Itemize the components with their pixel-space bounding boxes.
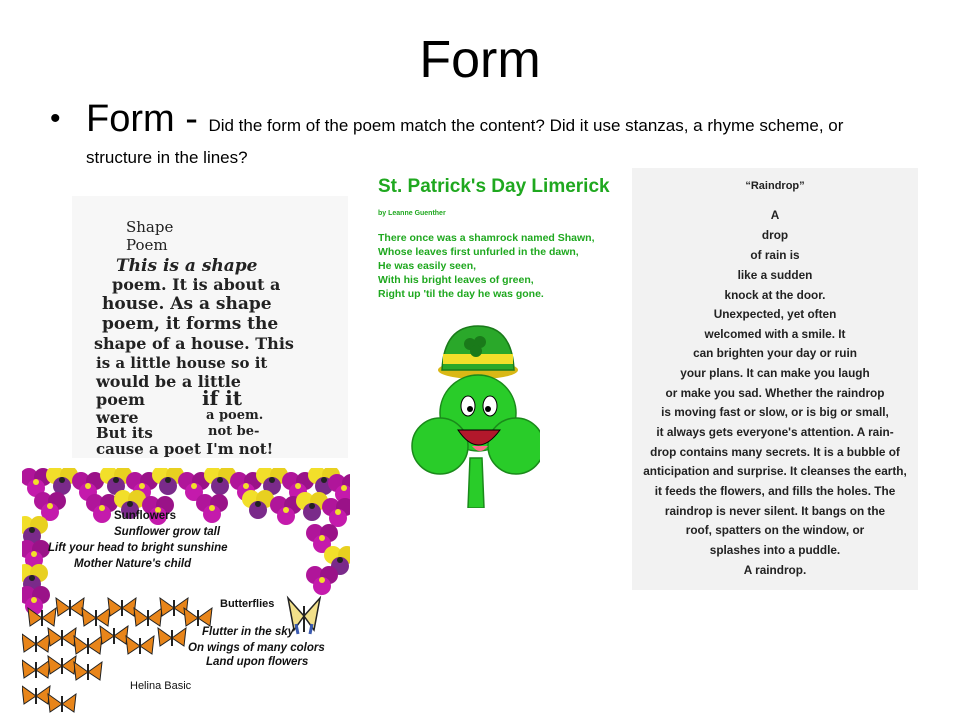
shape-poem-line: poem. It is about a: [112, 275, 281, 294]
slide-title: Form: [419, 31, 541, 89]
butterflies-line: Flutter in the sky: [202, 626, 295, 638]
bullet-text: [86, 98, 843, 141]
shamrock-icon: [410, 318, 540, 508]
bullet-term: Form -: [86, 98, 209, 140]
shape-poem-image: [72, 196, 348, 458]
shape-poem-line: Poem: [126, 236, 168, 254]
haiku-flowers-image: [22, 468, 350, 720]
raindrop-line: your plans. It can make you laugh: [680, 366, 870, 380]
shape-poem-line: a poem.: [206, 408, 264, 423]
bullet-icon: •: [50, 102, 61, 135]
raindrop-line: it always gets everyone's attention. A rain-: [656, 425, 894, 439]
limerick-image: [370, 168, 618, 498]
raindrop-poem-image: [632, 168, 918, 590]
raindrop-line: Unexpected, yet often: [713, 307, 837, 321]
limerick-author: by Leanne Guenther: [378, 210, 446, 217]
sunflowers-line: Mother Nature's child: [74, 558, 192, 570]
raindrop-line: A raindrop.: [743, 563, 807, 577]
bullet-question-1: Did the form of the poem match the content? Did it use stanzas, a rhyme scheme, or: [208, 116, 844, 135]
raindrop-line: or make you sad. Whether the raindrop: [665, 386, 885, 400]
raindrop-title: “Raindrop”: [745, 180, 805, 192]
raindrop-line: knock at the door.: [724, 288, 826, 302]
raindrop-line: drop: [761, 228, 789, 242]
raindrop-line: of rain is: [750, 248, 800, 262]
butterflies-title: Butterflies: [220, 598, 275, 610]
shape-poem-line: cause a poet I'm not!: [96, 440, 274, 458]
limerick-line: Right up 'til the day he was gone.: [378, 288, 544, 300]
raindrop-line: raindrop is never silent. It bangs on the: [664, 504, 886, 518]
raindrop-line: roof, spatters on the window, or: [685, 523, 865, 537]
bullet-question-2: structure in the lines?: [86, 148, 248, 167]
shape-poem-line: Shape: [126, 218, 174, 236]
raindrop-line: welcomed with a smile. It: [704, 327, 846, 341]
shape-poem-line: poem, it forms the: [102, 314, 279, 334]
sunflowers-line: Sunflower grow tall: [114, 526, 221, 538]
raindrop-line: anticipation and surprise. It cleanses the earth,: [643, 464, 907, 478]
butterflies-line: Land upon flowers: [206, 656, 309, 668]
shape-poem-line: house. As a shape: [102, 294, 272, 314]
shape-poem-line: were: [96, 408, 139, 427]
raindrop-line: A: [770, 208, 780, 222]
shape-poem-line: would be a little: [96, 372, 241, 391]
shape-poem-line: not be-: [208, 424, 260, 439]
raindrop-line: drop contains many secrets. It is a bubble of: [650, 445, 900, 459]
raindrop-line: splashes into a puddle.: [709, 543, 841, 557]
shape-poem-line: is a little house so it: [96, 354, 268, 372]
shape-poem-line: poem: [96, 390, 145, 409]
flowers-author: Helina Basic: [130, 680, 192, 692]
sunflowers-line: Lift your head to bright sunshine: [48, 542, 228, 554]
shape-poem-line: if it: [202, 386, 242, 410]
butterflies-line: On wings of many colors: [188, 642, 325, 654]
raindrop-line: is moving fast or slow, or is big or small,: [661, 405, 889, 419]
limerick-line: He was easily seen,: [378, 260, 477, 272]
shape-poem-line: shape of a house. This: [94, 334, 294, 353]
limerick-line: With his bright leaves of green,: [378, 274, 534, 286]
shape-poem-line: But its: [96, 424, 153, 442]
sunflowers-title: Sunflowers: [114, 510, 176, 522]
limerick-line: There once was a shamrock named Shawn,: [378, 232, 595, 244]
raindrop-line: like a sudden: [737, 268, 813, 282]
limerick-title: St. Patrick's Day Limerick: [378, 176, 610, 197]
limerick-line: Whose leaves first unfurled in the dawn,: [378, 246, 579, 258]
raindrop-line: it feeds the flowers, and fills the holes. The: [654, 484, 896, 498]
shape-poem-line: This is a shape: [116, 256, 258, 276]
raindrop-line: can brighten your day or ruin: [693, 346, 857, 360]
